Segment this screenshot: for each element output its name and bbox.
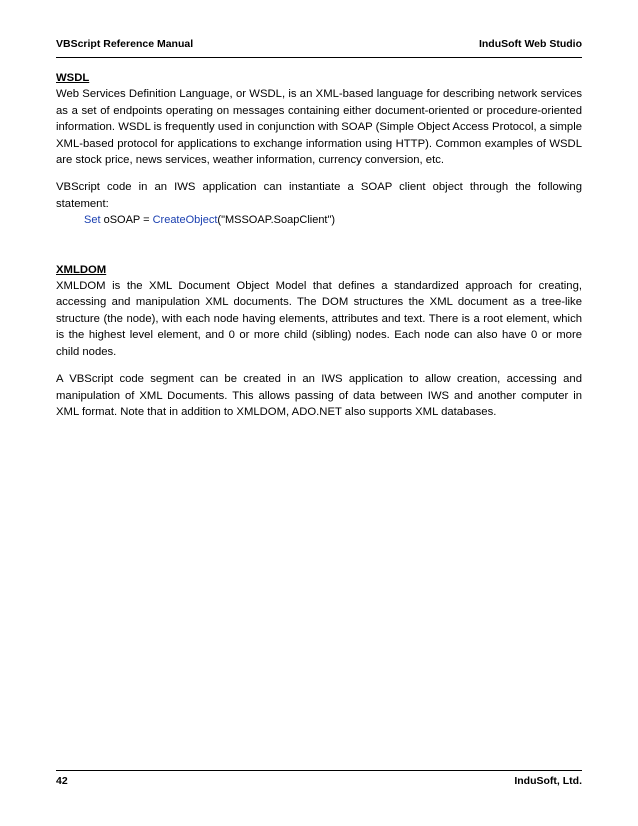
code-text-argument: ("MSSOAP.SoapClient")	[217, 214, 336, 227]
code-keyword-set: Set	[84, 214, 101, 227]
company-name: InduSoft, Ltd.	[514, 775, 582, 787]
code-statement	[84, 212, 582, 228]
code-keyword-createobject: CreateObject	[152, 214, 218, 227]
product-name: InduSoft Web Studio	[478, 38, 582, 50]
page-number: 42	[56, 775, 68, 787]
page-footer	[56, 775, 582, 789]
spacer	[56, 168, 582, 179]
page-header	[56, 38, 582, 52]
xmldom-paragraph: XMLDOM is the XML Document Object Model that defines a standardized approach for creating, accessing and manipulation XML documents. The DOM structures the XML document as a tree-like structure (the node), with each node having elements, attributes and text. There is a root element, which is the highest level element, and 0 or more child (sibling) nodes. Each node can also have 0 or more child nodes.	[56, 280, 582, 358]
spacer	[56, 360, 582, 371]
header-rule	[56, 57, 582, 58]
xmldom-vbscript-paragraph: A VBScript code segment can be created in an IWS application to allow creation, accessing and manipulation of XML Documents. This allows passing of data between IWS and another computer in XML format. Note that in addition to XMLDOM, ADO.NET also supports XML databases.	[56, 373, 582, 418]
wsdl-soap-paragraph: VBScript code in an IWS application can instantiate a SOAP client object through the following statement:	[56, 181, 582, 210]
manual-title: VBScript Reference Manual	[56, 38, 194, 50]
spacer	[56, 229, 582, 262]
code-text-assignment: oSOAP =	[100, 214, 153, 227]
wsdl-paragraph: Web Services Definition Language, or WSDL, is an XML-based language for describing network services as a set of endpoints operating on messages containing either document-oriented or procedure-oriented information. WSDL is frequently used in conjunction with SOAP (Simple Object Access Protocol, a simple XML-based protocol for applications to exchange information using HTTP). Common examples of WSDL are stock price, news services, weather information, currency conversion, etc.	[56, 88, 582, 167]
page-content	[56, 70, 582, 420]
wsdl-heading: WSDL	[56, 72, 90, 84]
footer-rule	[56, 770, 582, 771]
xmldom-heading: XMLDOM	[56, 263, 107, 276]
